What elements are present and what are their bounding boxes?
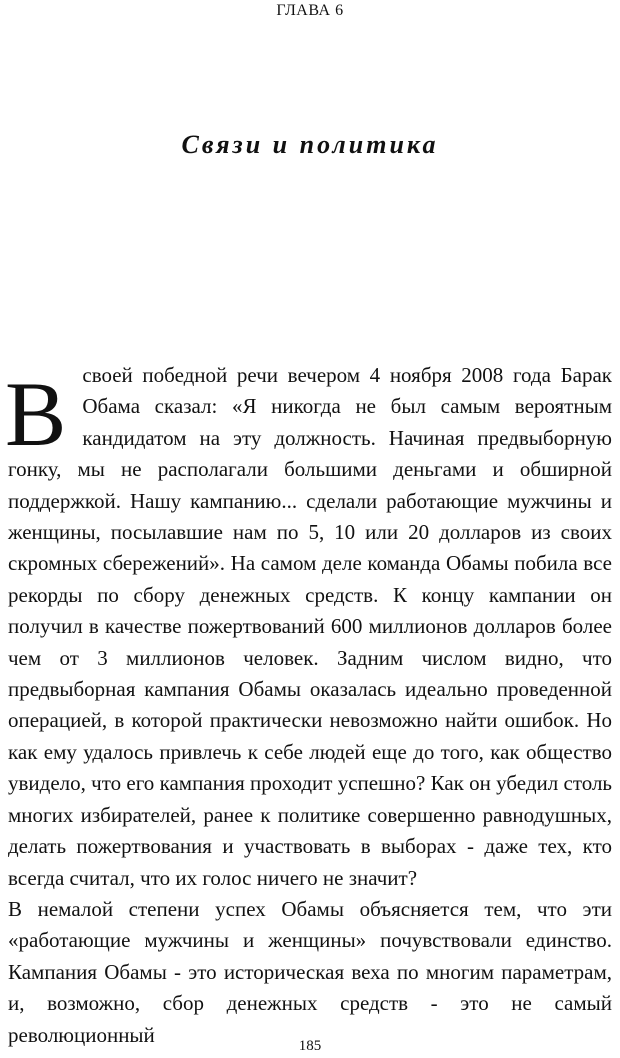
chapter-title: Связи и политика — [181, 130, 439, 159]
drop-cap: В — [5, 363, 67, 465]
body-text — [5, 360, 612, 1051]
paragraph-1-text: своей победной речи вечером 4 ноября 2008 года Барак Обама сказал: «Я никогда не был самым вероятным кандидатом на эту должность. Начиная предвыборную гонку, мы не располагали большими деньгами и обширной поддержкой. Нашу кампанию... сделали работающие мужчины и женщины, посылавшие нам по 5, 10 или 20 долларов из своих скромных сбережений». На самом деле команда Обамы побила все рекорды по сбору денежных средств. К концу кампании он получил в качестве пожертвований 600 миллионов долларов более чем от 3 миллионов человек. Задним числом видно, что предвыборная кампания Обамы оказалась идеально проведенной операцией, в которой практически невозможно найти ошибок. Но как ему удалось привлечь к себе людей еще до того, как общество увидело, что его кампания проходит успешно? Как он убедил столь многих избирателей, ранее к политике совершенно равнодушных, делать пожертвования и участвовать в выборах - даже тех, кто всегда считал, что их голос ничего не значит? — [8, 363, 612, 890]
running-head: ГЛАВА 6 — [276, 2, 344, 19]
page-number: 185 — [298, 1038, 322, 1054]
paragraph-1 — [5, 360, 612, 894]
paragraph-2: В немалой степени успех Обамы объясняется тем, что эти «работающие мужчины и женщины» почувствовали единство. Кампания Обамы - это историческая веха по многим параметрам, и, возможно, сбор денежных средств - это не самый революционный — [8, 896, 612, 1047]
